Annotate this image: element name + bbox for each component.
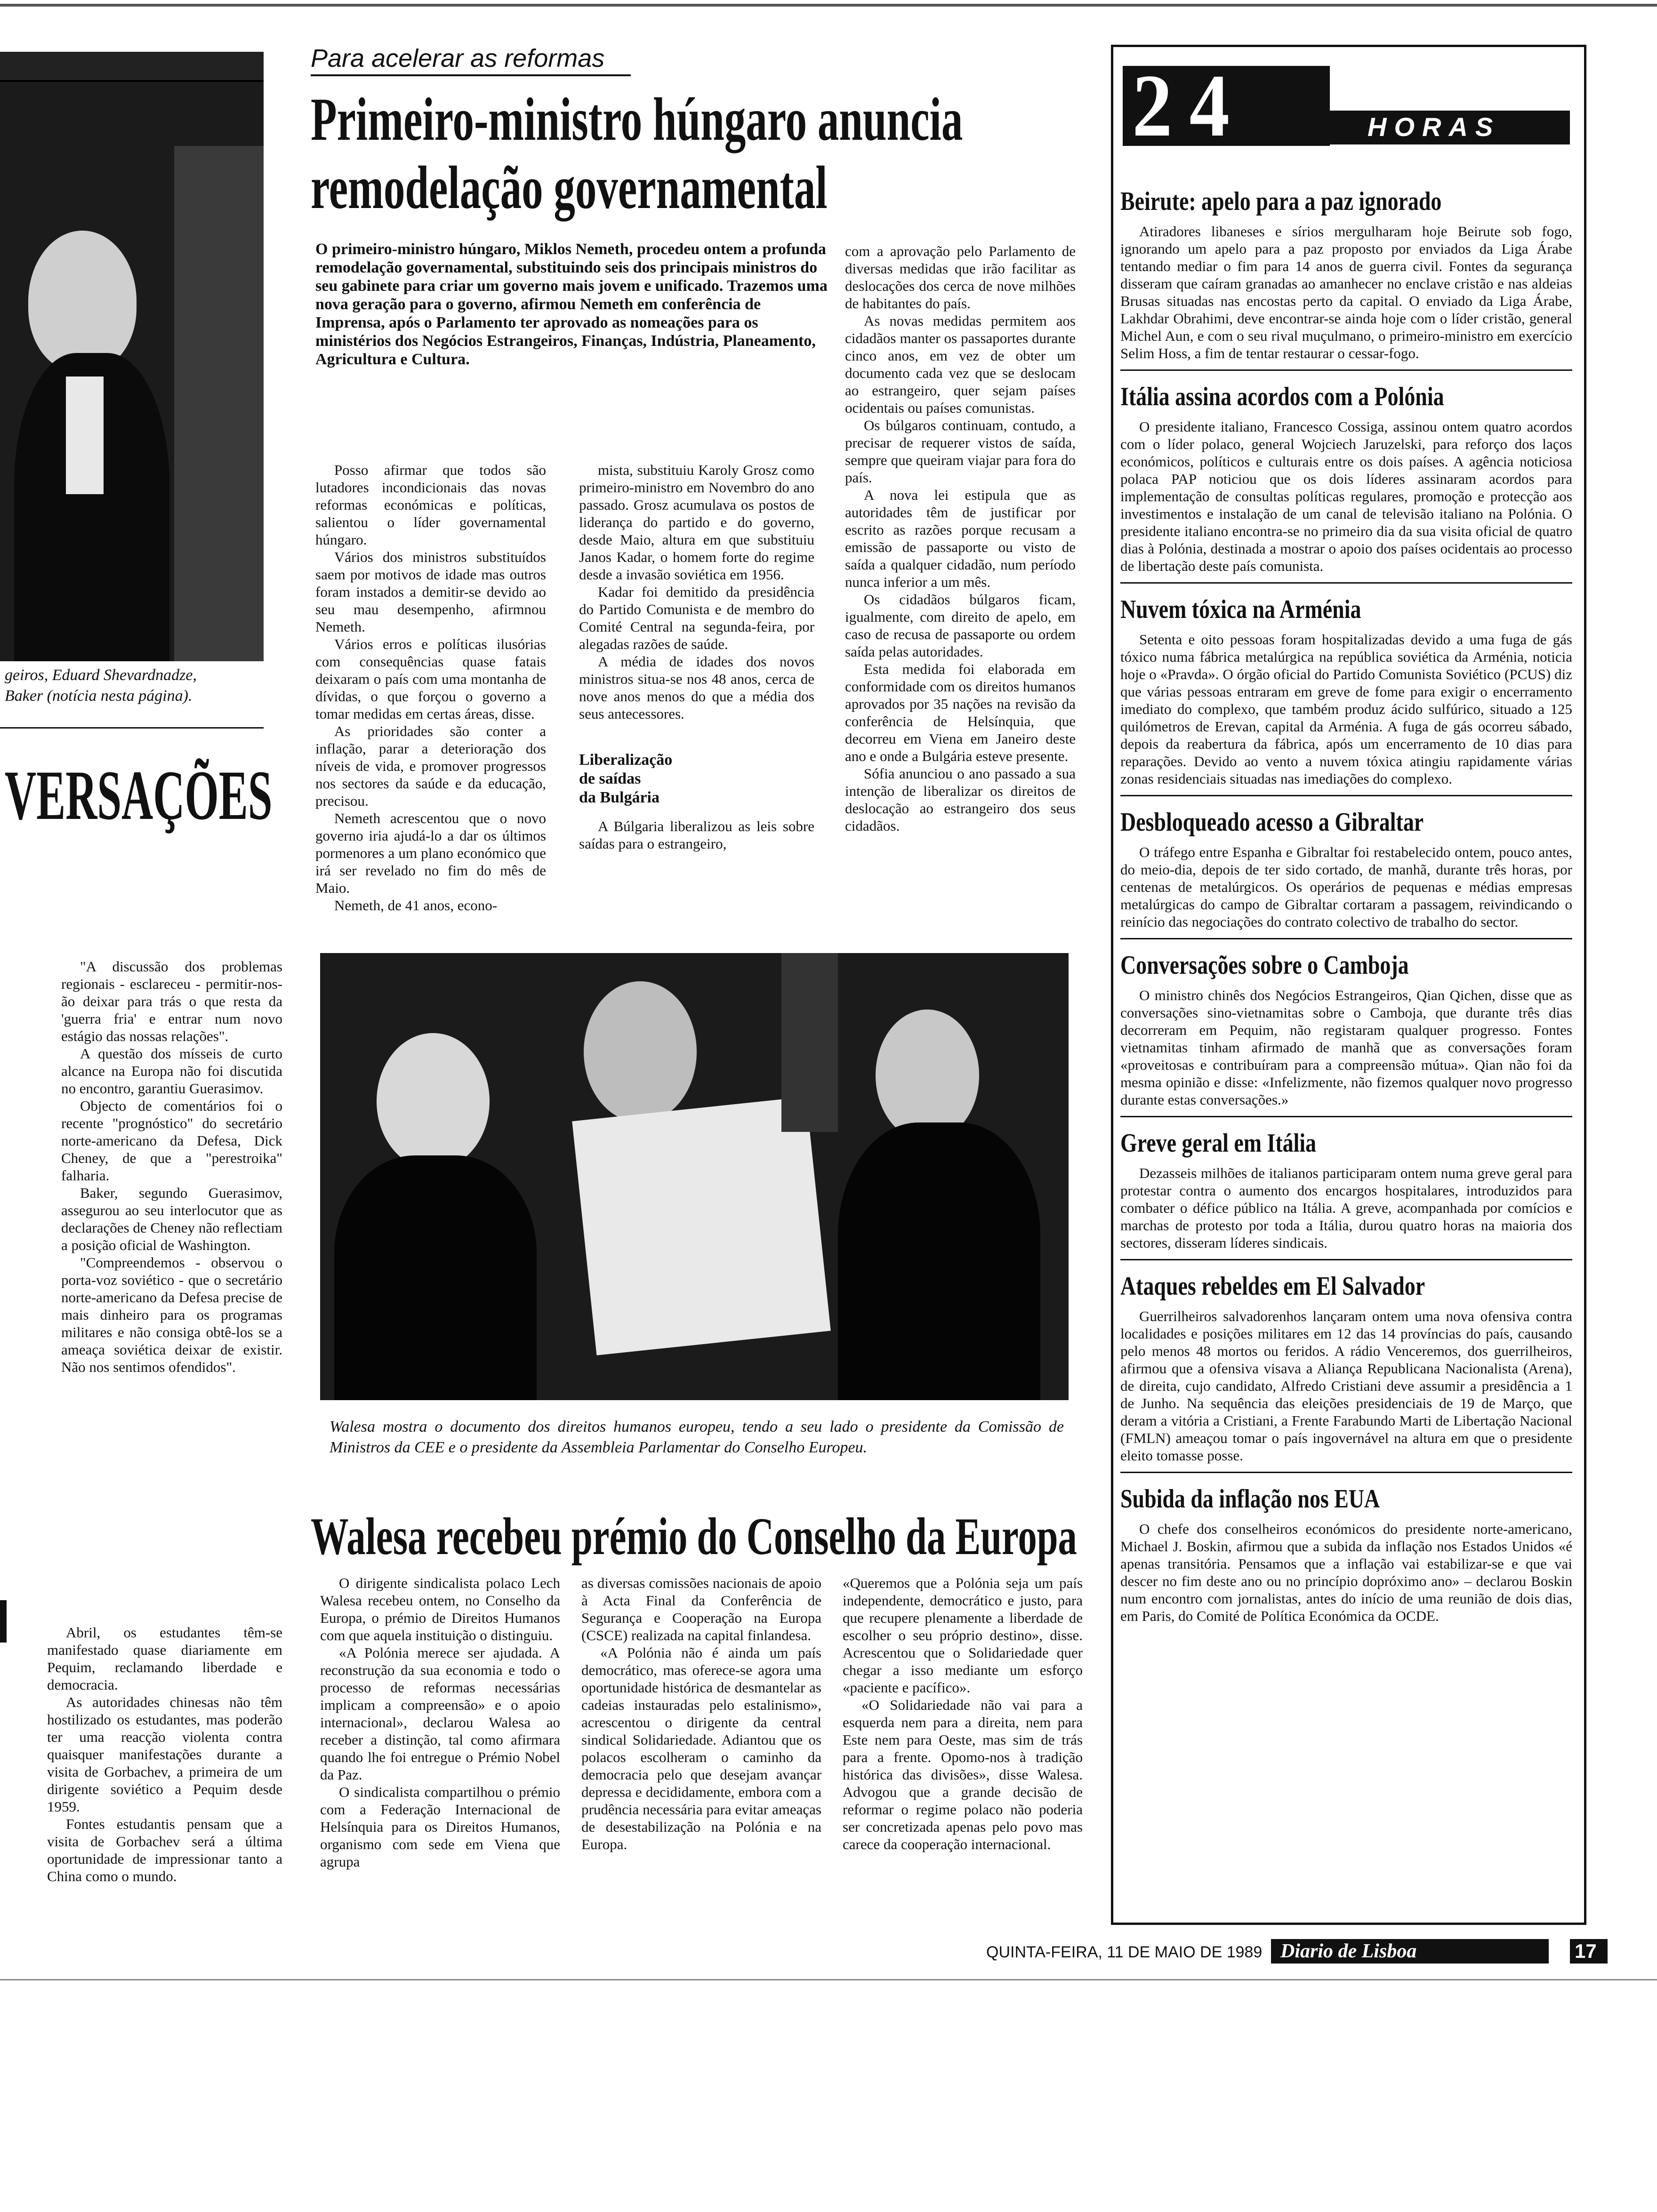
paragraph: A Búlgaria liberalizou as leis sobre saídas para o estrangeiro, (579, 818, 814, 852)
walesa-col-3 (843, 1574, 1083, 1853)
brief-item (1120, 381, 1572, 575)
subhead-bulgaria: Liberalização de saídas da Bulgária (579, 751, 673, 806)
left-portrait-photo (0, 52, 264, 661)
walesa-col-1 (320, 1574, 560, 1870)
brief-item (1120, 1271, 1572, 1464)
paragraph: As autoridades chinesas não têm hostilizado os estudantes, mas poderão ter uma reacção violenta contra quaisquer manifestações durante a visita de Gorbachev, a primeira de um dirigente soviético a Pequim desde 1959. (47, 1694, 282, 1815)
bottom-rule (0, 1979, 1657, 1980)
brief-title: Ataques rebeldes em El Salvador (1120, 1272, 1425, 1301)
paragraph: Esta medida foi elaborada em conformidade com os direitos humanos aprovados por 35 nações na revisão da conferência de Helsínquia, que decorreu em Viena em Janeiro deste ano e onde a Bulgária esteve presente. (845, 661, 1076, 764)
brief-title: Nuvem tóxica na Arménia (1120, 595, 1361, 624)
paragraph: Vários dos ministros substituídos saem por motivos de idade mas outros foram instados a demitir-se devido ao seu mau desempenho, afirmnou Nemeth. (315, 549, 546, 635)
footer-date: QUINTA-FEIRA, 11 DE MAIO DE 1989 (986, 1943, 1263, 1961)
paragraph: «Queremos que a Polónia seja um país independente, democrático e justo, para que recupere plenamente a liberdade de escolher o seu próprio destino», disse. Acrescentou que o Solidariedade quer chegar a isso mediante um esforço «paciente e pacífico». (843, 1575, 1083, 1696)
left-divider (0, 727, 264, 729)
paragraph: O sindicalista compartilhou o prémio com a Federação Internacional de Helsínquia para os Direitos Humanos, organismo com sede em Viena que agrupa (320, 1784, 560, 1870)
paragraph: Sófia anunciou o ano passado a sua intenção de liberalizar os direitos de deslocação ao estrangeiro dos seus cidadãos. (845, 765, 1076, 834)
left-quote-article (61, 958, 282, 1376)
paragraph: As novas medidas permitem aos cidadãos manter os passaportes durante cinco anos, em vez de obter um documento cada vez que se deslocam ao estrangeiro, quer sejam países ocidentais ou países comunistas. (845, 313, 1076, 416)
brief-title: Beirute: apelo para a paz ignorado (1120, 187, 1442, 216)
brief-item (1120, 1483, 1572, 1625)
brief-body: O presidente italiano, Francesco Cossiga, assinou ontem quatro acordos com o líder polaco, general Wojciech Jaruzelski, para reforço dos laços económicos, políticos e culturais entre os dois países. A agência noticiosa polaca PAP noticiou que os dois líderes assinaram acordos para implementação de consultas políticas regulares, promoção e protecção aos investimentos e instalação de um canal de televisão italiano na Polónia. O presidente italiano encontra-se no primeiro dia da sua visita oficial de quatro dias à Polónia, destinada a mostrar o apoio dos países ocidentais ao processo de libertação deste país comunista. (1120, 418, 1572, 574)
brief-body: Setenta e oito pessoas foram hospitalizadas devido a uma fuga de gás tóxico numa fábrica metalúrgica na república soviética da Arménia, noticia hoje o «Pravda». O órgão oficial do Partido Comunista Soviético (PCUS) diz que várias pessoas entraram em greve de fome para exigir o encerramento imediato do complexo, que também produz ácido sulfúrico, situado a 125 quilómetros de Erevan, capital da Arménia. A fuga de gás ocorreu sábado, depois da reabertura da fábrica, após um encerramento de 10 dias para reparações. Devido ao vento a nuvem tóxica atingiu rapidamente várias zonas residenciais situadas nas imediações do complexo. (1120, 631, 1572, 787)
paragraph: A questão dos mísseis de curto alcance na Europa não foi discutida no encontro, garantiu Guerasimov. (61, 1045, 282, 1097)
brief-item (1120, 1128, 1572, 1251)
page-number: 17 (1575, 1940, 1597, 1962)
paragraph: A média de idades dos novos ministros situa-se nos 48 anos, cerca de nove anos menos do que a média dos seus antecessores. (579, 653, 814, 722)
walesa-col-2 (581, 1574, 821, 1853)
paragraph: Baker, segundo Guerasimov, assegurou ao seu interlocutor que as declarações de Cheney não reflectiam a posição oficial de Washington. (61, 1185, 282, 1253)
paragraph: Abril, os estudantes têm-se manifestado quase diariamente em Pequim, reclamando liberdade e democracia. (47, 1624, 282, 1693)
paragraph: Fontes estudantis pensam que a visita de Gorbachev será a última oportunidade de impressionar tanto a China como o mundo. (47, 1816, 282, 1884)
main-col-3 (845, 242, 1076, 834)
paragraph: mista, substituiu Karoly Grosz como primeiro-ministro em Novembro do ano passado. Grosz acumulava os postos de liderança do partido e do governo, desde Maio, altura em que substituiu Janos Kadar, o homem forte do regime desde a invasão soviética em 1956. (579, 462, 814, 583)
left-china-article (47, 1624, 282, 1885)
paragraph: Os cidadãos búlgaros ficam, igualmente, com direito de apelo, em caso de recusa de passaporte ou ordem saída pelas autoridades. (845, 591, 1076, 660)
left-section-title: VERSAÇÕES (5, 756, 273, 834)
walesa-photo-caption: Walesa mostra o documento dos direitos humanos europeu, tendo a seu lado o presidente da Comissão de Ministros da CEE e o presidente da Assembleia Parlamentar do Conselho Europeu. (330, 1418, 1064, 1456)
brief-item (1120, 807, 1572, 930)
brief-title: Itália assina acordos com a Polónia (1120, 382, 1444, 411)
paragraph: «O Solidariedade não vai para a esquerda nem para a direita, nem para Este nem para Oeste, mas sim de trás para a frente. Opomo-nos à tradição histórica das divisões», disse Walesa. Advogou que a grande decisão de reformar o regime polaco não poderia ser concretizada apenas pelo povo mas carece da cooperação internacional. (843, 1697, 1083, 1852)
paragraph: Nemeth, de 41 anos, econo- (334, 897, 498, 914)
footer-masthead-bar (1271, 1939, 1549, 1964)
main-col-2 (579, 461, 814, 852)
paragraph: «A Polónia merece ser ajudada. A reconstrução da sua economia e todo o processo de reformas necessárias implicam a compreensão» e o apoio internacional», declarou Walesa ao receber a distinção, tal como afirmara quando lhe foi entregue o Prémio Nobel da Paz. (320, 1644, 560, 1783)
paragraph: As prioridades são conter a inflação, parar a deterioração dos níveis de vida, e promover progressos nos sectores da saúde e da educação, precisou. (315, 723, 546, 809)
main-lead: O primeiro-ministro húngaro, Miklos Nemeth, procedeu ontem a profunda remodelação governamental, substituindo seis dos principais ministros do seu gabinete para criar um governo mais jovem e unificado. Trazemos uma nova geração para o governo, afirmou Nemeth em conferência de Imprensa, após o Parlamento ter aprovado as nomeações para os ministérios dos Negócios Estrangeiros, Finanças, Indústria, Planeamento, Agricultura e Cultura. (315, 240, 828, 368)
brief-body: O chefe dos conselheiros económicos do presidente norte-americano, Michael J. Boskin, afirmou que a subida da inflação nos Estados Unidos «é apenas transitória. Pensamos que a inflação vai estabilizar-se e que vai descer no fim deste ano ou no princípio dopróximo ano» – declarou Boskin num encontro com jornalistas, antes do início de uma reunião de dois dias, em Paris, do Comité de Política Económica da OCDE. (1120, 1521, 1572, 1624)
brief-item (1120, 186, 1572, 362)
brief-title: Subida da inflação nos EUA (1120, 1484, 1380, 1514)
brief-title: Desbloqueado acesso a Gibraltar (1120, 808, 1424, 837)
paragraph: A nova lei estipula que as autoridades têm de justificar por escrito as razões porque recusam a emissão de passaporte ou visto de saída a qualquer cidadão, num período nunca inferior a um mês. (845, 487, 1076, 590)
brief-body: Guerrilheiros salvadorenhos lançaram ontem uma nova ofensiva contra localidades e posições militares em 12 das 14 províncias do país, causando pelo menos 48 mortos ou feridos. A rádio Venceremos, dos guerrilheiros, afirmou que a ofensiva visava a Aliança Republicana Nacionalista (Arena), de direita, cujo candidato, Alfredo Cristiani deve assumir a presidência a 1 de Junho. Na sequência das eleições presidenciais de 19 de Março, que deram a vitória a Cristiani, a Frente Farabundo Marti de Libertação Nacional (FMLN) ameaçou tomar o país ingovernável na altura em que o presidente eleito tomasse posse. (1120, 1308, 1572, 1464)
paragraph: Objecto de comentários foi o recente "prognóstico" do secretário norte-americano da Defesa, Dick Cheney, de que a "perestroika" falharia. (61, 1098, 282, 1184)
brief-title: Conversações sobre o Camboja (1120, 951, 1409, 980)
brief-item (1120, 950, 1572, 1108)
main-headline-line2: remodelação governamental (311, 154, 828, 222)
left-photo-caption: geiros, Eduard Shevardnadze, Baker (notícia nesta página). (5, 666, 197, 705)
brief-title: Greve geral em Itália (1120, 1129, 1317, 1158)
brief-body: Dezasseis milhões de italianos participaram ontem numa greve geral para protestar contra o aumento dos encargos hospitalares, introduzidos para combater o défice público na Itália. A greve, acompanhada por comícios e marchas de protesto por toda a Itália, durou quatro horas na maioria dos sectores, disseram líderes sindicais. (1120, 1165, 1572, 1251)
paragraph: "A discussão dos problemas regionais - esclareceu - permitir-nos-ão deixar para trás o que resta da 'guerra fria' e entrar num novo estágio das nossas relações". (61, 958, 282, 1044)
footer-paper-name: Diario de Lisboa (1280, 1940, 1417, 1962)
footer-page-box (1570, 1939, 1608, 1964)
paragraph: «A Polónia não é ainda um país democrático, mas oferece-se agora uma oportunidade histórica de desmantelar as cadeias instauradas pelo estalinismo», acrescentou o dirigente da central sindical Solidariedade. Adiantou que os polacos escolheram o caminho da democracia pelo que desejam avançar depressa e decididamente, embora com a prudência necessária para evitar ameaças de desestabilização na Polónia e na Europa. (581, 1644, 821, 1852)
brief-body: O tráfego entre Espanha e Gibraltar foi restabelecido ontem, pouco antes, do meio-dia, depois de ter sido cortado, de manhã, durante três horas, por centenas de metalúrgicos. Os operários de pequenas e médias empresas metalúrgicas do campo de Gibraltar cortaram a passagem, reivindicando o reinício das negociações do contrato colectivo de trabalho do sector. (1120, 844, 1572, 930)
paragraph: Os búlgaros continuam, contudo, a precisar de requerer vistos de saída, sempre que queiram viajar para fora do país. (845, 417, 1076, 486)
paragraph: "Compreendemos - observou o porta-voz soviético - que o secretário norte-americano da Defesa precise de mais dinheiro para os programas militares e não consiga obtê-los se a ameaça soviética deixar de existir. Não nos sentimos ofendidos". (61, 1254, 282, 1375)
brief-body: O ministro chinês dos Negócios Estrangeiros, Qian Qichen, disse que as conversações sino-vietnamitas sobre o Camboja, que durante três dias decorreram em Pequim, não registaram qualquer progresso. Fontes vietnamitas tinham afirmado de manhã que as conversações foram «proveitosas e contribuíram para a compreensão mútua». Qian não foi da mesma opinião e disse: «Infelizmente, não fizemos qualquer novo progresso durante estas conversações.» (1120, 987, 1572, 1108)
main-col-1 (315, 461, 546, 914)
paragraph: Nemeth acrescentou que o novo governo iria ajudá-lo a dar os últimos pormenores a um plano económico que irá ser revelado no fim do mês de Maio. (315, 810, 546, 896)
banner-24-horas (1123, 56, 1570, 155)
paragraph: O dirigente sindicalista polaco Lech Walesa recebeu ontem, no Conselho da Europa, o prémio de Direitos Humanos com que aquela instituição o distinguiu. (320, 1575, 560, 1643)
paragraph: as diversas comissões nacionais de apoio à Acta Final da Conferência de Segurança e Cooperação na Europa (CSCE) realizada na capital finlandesa. (581, 1575, 821, 1643)
walesa-headline: Walesa recebeu prémio do Conselho da Europa (311, 1507, 1077, 1566)
kicker: Para acelerar as reformas (311, 44, 605, 72)
banner-word: HORAS (1367, 112, 1501, 142)
walesa-photo (320, 953, 1069, 1400)
banner-number: 24 (1132, 56, 1247, 155)
brief-body: Atiradores libaneses e sírios mergulharam hoje Beirute sob fogo, ignorando um apelo para a paz proposto por enviados da Liga Árabe tentando mediar o fim para 14 anos de guerra civil. Fontes da segurança disseram que caíram granadas ao amanhecer no enclave cristão e nas aldeias Brusas situadas nas encostas perto da capital. O enviado da Liga Árabe, Lakhdar Obrahimi, deve encontrar-se ainda hoje com o líder cristão, general Michel Aun, e com o seu rival muçulmano, o primeiro-ministro em exercício Selim Hoss, a fim de tentar restaurar o cessar-fogo. (1120, 223, 1572, 361)
news-briefs (1120, 186, 1572, 1625)
paragraph: Kadar foi demitido da presidência do Partido Comunista e de membro do Comité Central na segunda-feira, por alegadas razões de saúde. (579, 584, 814, 652)
brief-item (1120, 594, 1572, 787)
paragraph: Posso afirmar que todos são lutadores incondicionais das novas reformas económicas e políticas, salientou o líder governamental húngaro. (315, 462, 546, 548)
top-rule (0, 4, 1657, 7)
paragraph: com a aprovação pelo Parlamento de diversas medidas que irão facilitar as deslocações dos cerca de nove milhões de habitantes do país. (845, 243, 1076, 312)
main-headline-line1: Primeiro-ministro húngaro anuncia (311, 86, 963, 153)
paragraph: Vários erros e políticas ilusórias com consequências quase fatais deixaram o país com uma montanha de dívidas, o que forçou o governo a tomar medidas em certas áreas, disse. (315, 636, 546, 722)
